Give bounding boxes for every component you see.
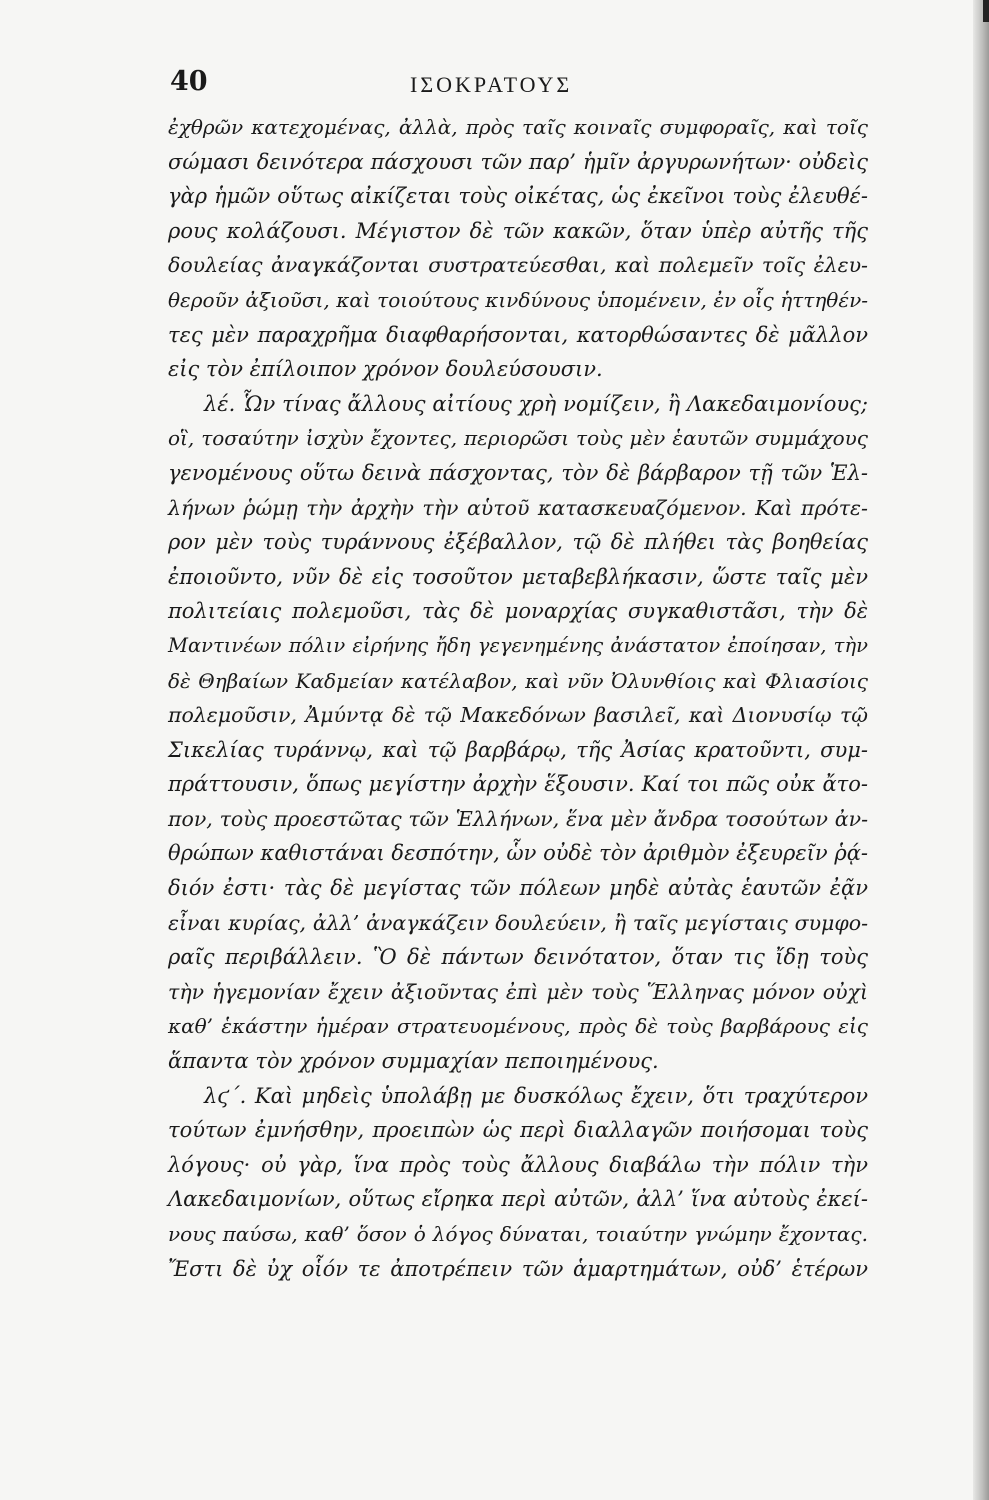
text-line: τες μὲν παραχρῆμα διαφθαρήσονται, κατορθώσαντες δὲ μᾶλλον	[168, 322, 868, 347]
text-line: ἐχθρῶν κατεχομένας, ἀλλὰ, πρὸς ταῖς κοιναῖς συμφοραῖς, καὶ τοῖς	[168, 115, 868, 139]
text-line: θρώπων καθιστάναι δεσπότην, ὧν οὐδὲ τὸν ἀριθμὸν ἐξευρεῖν ῥᾴ-	[168, 841, 868, 866]
text-line: οἳ, τοσαύτην ἰσχὺν ἔχοντες, περιορῶσι τοὺς μὲν ἑαυτῶν συμμάχους	[168, 426, 868, 451]
text-line: πράττουσιν, ὅπως μεγίστην ἀρχὴν ἕξουσιν. Καί τοι πῶς οὐκ ἄτο-	[168, 772, 868, 797]
text-line: δὲ Θηβαίων Καδμείαν κατέλαβον, καὶ νῦν Ὀλυνθίοις καὶ Φλιασίοις	[168, 668, 868, 693]
page-number: 40	[170, 66, 208, 97]
text-line: λέ. Ὧν τίνας ἄλλους αἰτίους χρὴ νομίζειν, ἢ Λακεδαιμονίους;	[204, 391, 868, 416]
text-line: θεροῦν ἀξιοῦσι, καὶ τοιούτους κινδύνους ὑπομένειν, ἐν οἷς ἡττηθέν-	[168, 287, 868, 312]
text-line: Ἔστι δὲ ὐχ οἷόν τε ἀποτρέπειν τῶν ἁμαρτημάτων, οὐδ’ ἑτέρων	[168, 1256, 868, 1281]
page-header	[0, 66, 989, 106]
text-line: γενομένους οὕτω δεινὰ πάσχοντας, τὸν δὲ βάρβαρον τῇ τῶν Ἑλ-	[168, 460, 868, 485]
text-line: ραῖς περιβάλλειν. Ὃ δὲ πάντων δεινότατον, ὅταν τις ἴδῃ τοὺς	[168, 945, 868, 970]
text-line: Λακεδαιμονίων, οὕτως εἴρηκα περὶ αὐτῶν, ἀλλ’ ἵνα αὐτοὺς ἐκεί-	[168, 1187, 868, 1212]
text-line: ρους κολάζουσι. Μέγιστον δὲ τῶν κακῶν, ὅταν ὑπὲρ αὐτῆς τῆς	[168, 218, 868, 243]
text-line: εἰς τὸν ἐπίλοιπον χρόνον δουλεύσουσιν.	[168, 357, 603, 382]
text-line: διόν ἐστι· τὰς δὲ μεγίστας τῶν πόλεων μηδὲ αὐτὰς ἑαυτῶν ἐᾷν	[168, 876, 868, 901]
text-line: δουλείας ἀναγκάζονται συστρατεύεσθαι, καὶ πολεμεῖν τοῖς ἐλευ-	[168, 253, 868, 278]
text-line: πολεμοῦσιν, Ἀμύντᾳ δὲ τῷ Μακεδόνων βασιλεῖ, καὶ Διονυσίῳ τῷ	[168, 703, 868, 728]
text-line: ἅπαντα τὸν χρόνον συμμαχίαν πεποιημένους.	[168, 1049, 659, 1074]
text-line: λήνων ῥώμῃ τὴν ἀρχὴν τὴν αὑτοῦ κατασκευαζόμενον. Καὶ πρότε-	[168, 495, 868, 520]
text-line: λϛ΄. Καὶ μηδεὶς ὑπολάβῃ με δυσκόλως ἔχειν, ὅτι τραχύτερον	[204, 1083, 868, 1108]
text-line: εἶναι κυρίας, ἀλλ’ ἀναγκάζειν δουλεύειν, ἢ ταῖς μεγίσταις συμφο-	[168, 910, 868, 935]
text-line: πον, τοὺς προεστῶτας τῶν Ἑλλήνων, ἕνα μὲν ἄνδρα τοσούτων ἀν-	[168, 806, 868, 831]
text-line: πολιτείαις πολεμοῦσι, τὰς δὲ μοναρχίας συγκαθιστᾶσι, τὴν δὲ	[168, 599, 868, 624]
body-text	[168, 110, 868, 1286]
text-line: γὰρ ἡμῶν οὕτως αἰκίζεται τοὺς οἰκέτας, ὡς ἐκεῖνοι τοὺς ἐλευθέ-	[168, 184, 868, 209]
text-line: λόγους· οὐ γὰρ, ἵνα πρὸς τοὺς ἄλλους διαβάλω τὴν πόλιν τὴν	[168, 1152, 868, 1177]
text-line: τὴν ἡγεμονίαν ἔχειν ἀξιοῦντας ἐπὶ μὲν τοὺς Ἕλληνας μόνον οὐχὶ	[168, 979, 868, 1004]
text-line: ρον μὲν τοὺς τυράννους ἐξέβαλλον, τῷ δὲ πλήθει τὰς βοηθείας	[168, 530, 868, 555]
text-line: σώμασι δεινότερα πάσχουσι τῶν παρ’ ἡμῖν ἀργυρωνήτων· οὐδεὶς	[168, 149, 868, 174]
text-line: Μαντινέων πόλιν εἰρήνης ἤδη γεγενημένης ἀνάστατον ἐποίησαν, τὴν	[168, 633, 868, 657]
text-line: νους παύσω, καθ’ ὅσον ὁ λόγος δύναται, τοιαύτην γνώμην ἔχοντας.	[168, 1222, 868, 1246]
running-title: ΙΣΟΚΡΑΤΟΥΣ	[410, 72, 573, 97]
text-line: τούτων ἐμνήσθην, προειπὼν ὡς περὶ διαλλαγῶν ποιήσομαι τοὺς	[168, 1118, 868, 1143]
page-edge-corner	[983, 0, 989, 22]
text-line: καθ’ ἑκάστην ἡμέραν στρατευομένους, πρὸς δὲ τοὺς βαρβάρους εἰς	[168, 1014, 868, 1039]
page-edge	[973, 0, 989, 1500]
text-line: Σικελίας τυράννῳ, καὶ τῷ βαρβάρῳ, τῆς Ἀσίας κρατοῦντι, συμ-	[168, 737, 868, 762]
text-line: ἐποιοῦντο, νῦν δὲ εἰς τοσοῦτον μεταβεβλήκασιν, ὥστε ταῖς μὲν	[168, 564, 868, 589]
